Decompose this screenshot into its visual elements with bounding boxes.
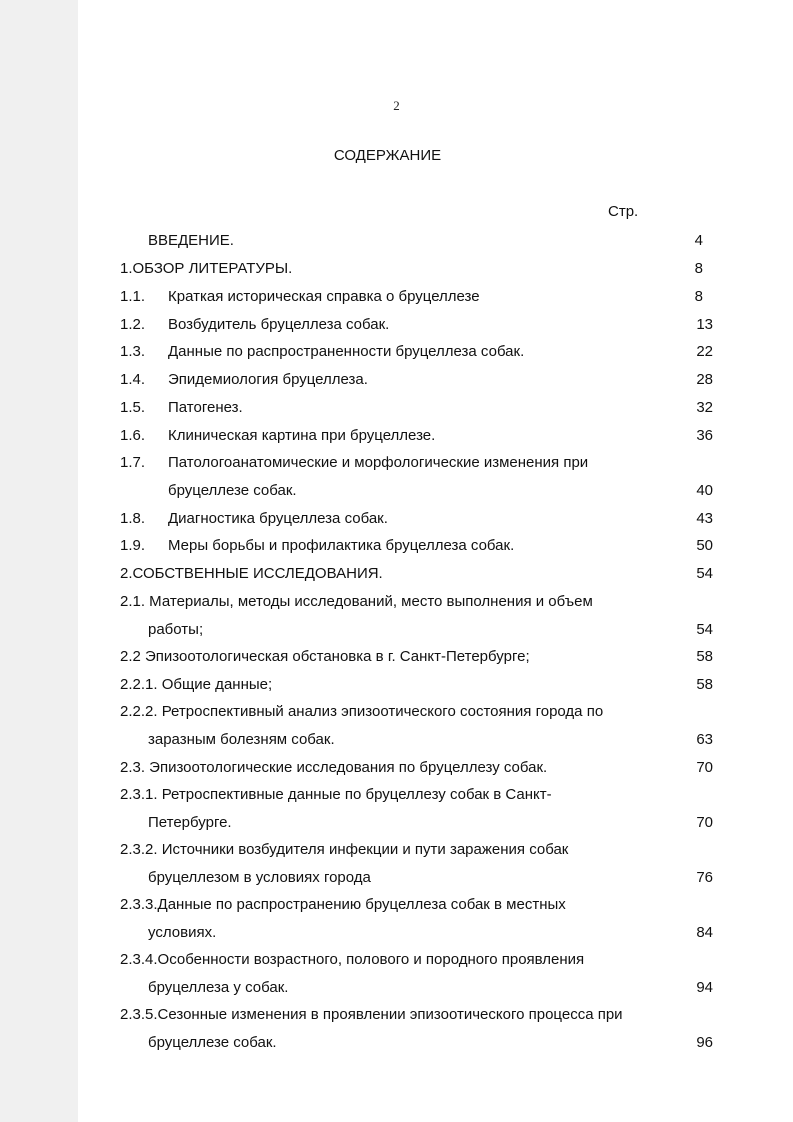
- toc-entry-text: 2.СОБСТВЕННЫЕ ИССЛЕДОВАНИЯ.: [120, 565, 383, 582]
- toc-entry-text: Возбудитель бруцеллеза собак.: [168, 316, 390, 333]
- toc-entry-page: 28: [696, 371, 713, 388]
- toc-entry-text: 2.3.5.Сезонные изменения в проявлении эпизоотического процесса при: [120, 1006, 623, 1023]
- toc-entry-text: Данные по распространенности бруцеллеза собак.: [168, 343, 525, 360]
- toc-entry-number: 1.1.: [120, 288, 146, 305]
- toc-entry-page: 70: [696, 759, 713, 776]
- toc-entry-page: 76: [696, 869, 713, 886]
- toc-title: СОДЕРЖАНИЕ: [333, 147, 442, 164]
- scan-margin: [0, 0, 78, 1122]
- toc-entry-page: 8: [694, 260, 703, 277]
- toc-entry-text: 2.3.3.Данные по распространению бруцеллеза собак в местных: [120, 896, 566, 913]
- toc-entry-text-continued: условиях.: [148, 924, 217, 941]
- toc-entry-number: 1.8.: [120, 510, 146, 527]
- toc-entry-text: Патологоанатомические и морфологические изменения при: [168, 454, 589, 471]
- toc-entry-page: 8: [694, 288, 703, 305]
- toc-entry-text: Краткая историческая справка о бруцеллезе: [168, 288, 480, 305]
- toc-entry-text-continued: заразным болезням собак.: [148, 731, 335, 748]
- toc-entry-page: 94: [696, 979, 713, 996]
- toc-entry-page: 40: [696, 482, 713, 499]
- toc-entry-page: 4: [694, 232, 703, 249]
- toc-entry-page: 84: [696, 924, 713, 941]
- toc-entry-text: Диагностика бруцеллеза собак.: [168, 510, 388, 527]
- toc-entry-page: 58: [696, 676, 713, 693]
- toc-entry-text-continued: бруцеллезе собак.: [168, 482, 297, 499]
- toc-entry-page: 50: [696, 537, 713, 554]
- toc-entry-text: Эпидемиология бруцеллеза.: [168, 371, 368, 388]
- toc-entry-number: 1.7.: [120, 454, 146, 471]
- toc-entry-text: ВВЕДЕНИЕ.: [148, 232, 234, 249]
- toc-entry-page: 96: [696, 1034, 713, 1051]
- toc-entry-number: 1.9.: [120, 537, 146, 554]
- toc-entry-text-continued: бруцеллезе собак.: [148, 1034, 277, 1051]
- toc-entry-number: 1.6.: [120, 427, 146, 444]
- toc-entry-text-continued: Петербурге.: [148, 814, 232, 831]
- toc-entry-page: 58: [696, 648, 713, 665]
- page-column-label: Стр.: [608, 203, 639, 220]
- toc-entry-number: 1.5.: [120, 399, 146, 416]
- toc-entry-page: 22: [696, 343, 713, 360]
- toc-entry-text: 2.2 Эпизоотологическая обстановка в г. Санкт-Петербурге;: [120, 648, 530, 665]
- toc-entry-text: 2.1. Материалы, методы исследований, место выполнения и объем: [120, 593, 593, 610]
- toc-entry-number: 1.3.: [120, 343, 146, 360]
- toc-entry-page: 36: [696, 427, 713, 444]
- toc-entry-number: 1.2.: [120, 316, 146, 333]
- toc-entry-text-continued: работы;: [148, 621, 204, 638]
- toc-entry-text: 2.3. Эпизоотологические исследования по бруцеллезу собак.: [120, 759, 548, 776]
- toc-entry-text: Патогенез.: [168, 399, 243, 416]
- toc-entry-page: 13: [696, 316, 713, 333]
- toc-entry-text: 2.3.2. Источники возбудителя инфекции и пути заражения собак: [120, 841, 569, 858]
- toc-entry-page: 54: [696, 621, 713, 638]
- toc-entry-number: 1.4.: [120, 371, 146, 388]
- toc-entry-page: 54: [696, 565, 713, 582]
- toc-entry-page: 63: [696, 731, 713, 748]
- toc-entry-page: 32: [696, 399, 713, 416]
- toc-entry-text: 2.3.1. Ретроспективные данные по бруцеллезу собак в Санкт-: [120, 786, 552, 803]
- toc-entry-text: 2.2.1. Общие данные;: [120, 676, 273, 693]
- toc-entry-text-continued: бруцеллеза у собак.: [148, 979, 289, 996]
- toc-entry-text: 1.ОБЗОР ЛИТЕРАТУРЫ.: [120, 260, 293, 277]
- toc-entry-text: Клиническая картина при бруцеллезе.: [168, 427, 436, 444]
- toc-entry-text: 2.2.2. Ретроспективный анализ эпизоотического состояния города по: [120, 703, 604, 720]
- toc-entry-text: Меры борьбы и профилактика бруцеллеза собак.: [168, 537, 515, 554]
- toc-entry-text: 2.3.4.Особенности возрастного, полового и породного проявления: [120, 951, 585, 968]
- toc-entry-page: 70: [696, 814, 713, 831]
- toc-entry-page: 43: [696, 510, 713, 527]
- page-number: 2: [393, 98, 400, 113]
- toc-entry-text-continued: бруцеллезом в условиях города: [148, 869, 371, 886]
